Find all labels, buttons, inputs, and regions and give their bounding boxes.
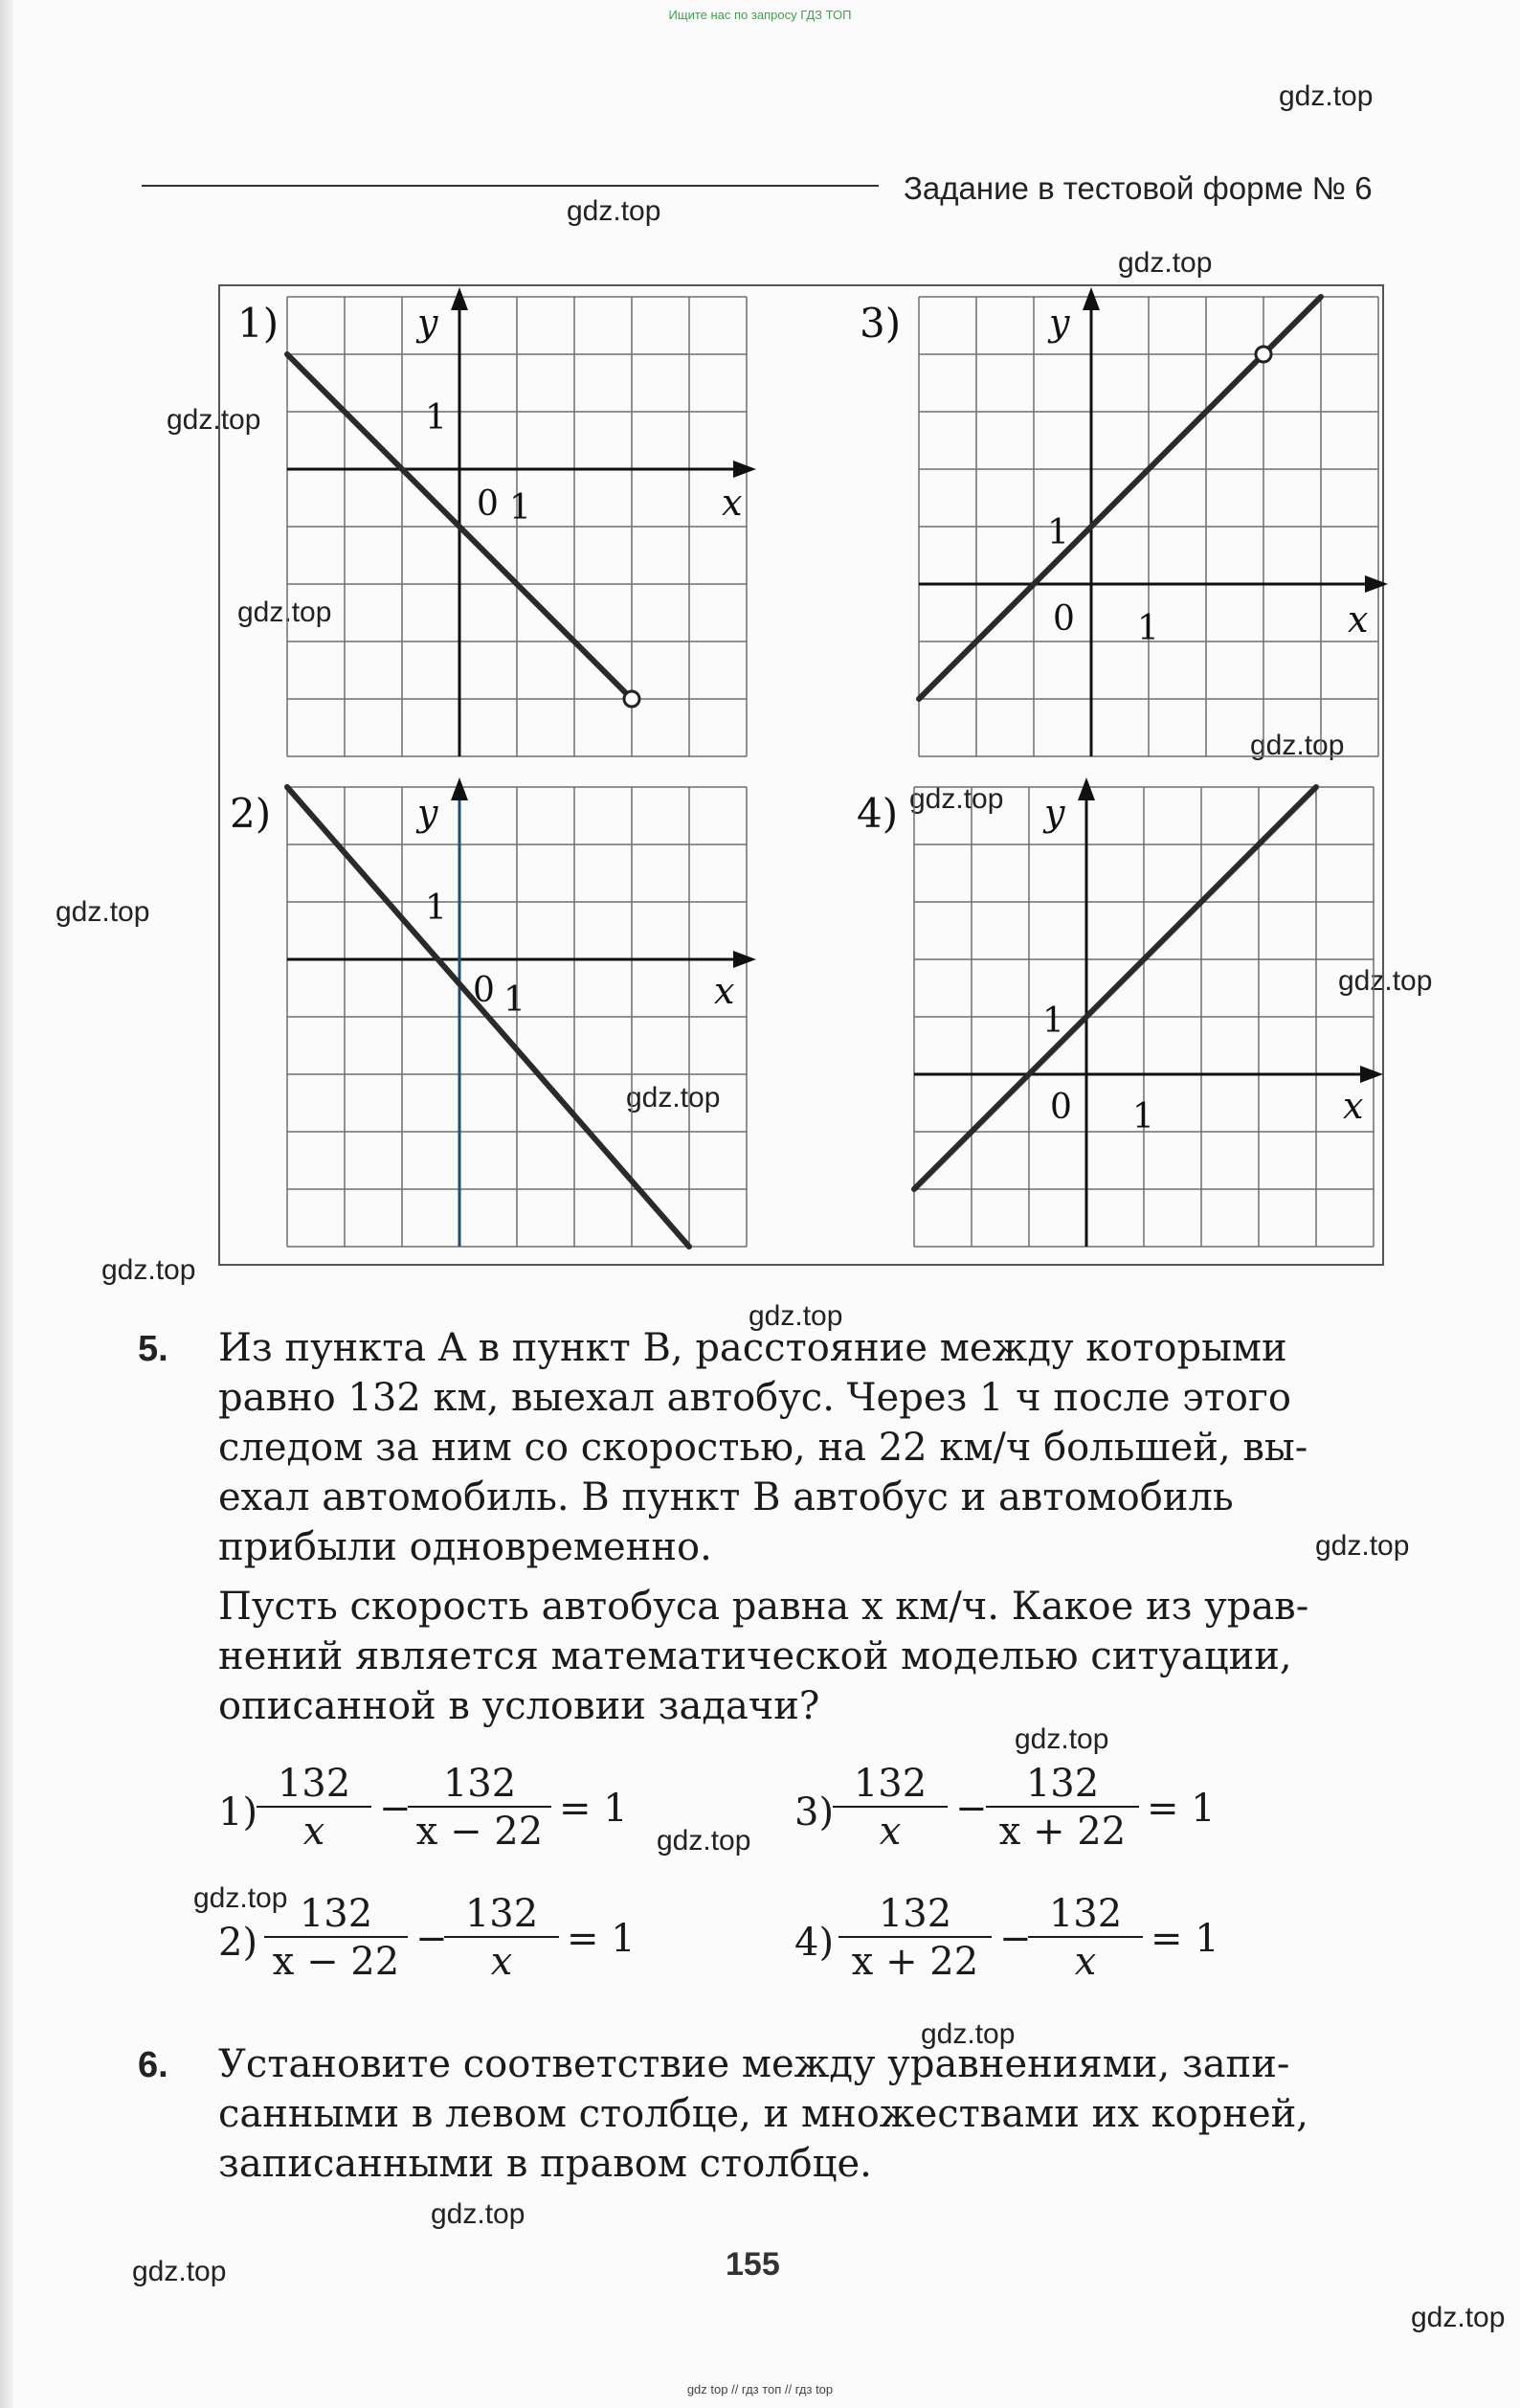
numerator: 132	[853, 1762, 928, 1806]
fraction-2	[408, 1762, 551, 1854]
numerator: 132	[464, 1892, 539, 1936]
minus-sign: −	[379, 1787, 412, 1831]
origin-label: 0	[1050, 1088, 1072, 1127]
fraction-2	[444, 1892, 559, 1984]
function-line	[914, 787, 1316, 1189]
watermark: gdz.top	[167, 404, 261, 436]
watermark: gdz.top	[1250, 730, 1345, 761]
origin-label: 0	[473, 971, 495, 1010]
task-text-line: равно 132 км, выехал автобус. Через 1 ч после этого	[218, 1376, 1291, 1420]
y-axis-label: y	[1049, 302, 1070, 344]
task-number: 6.	[138, 2045, 168, 2085]
fraction-2	[1028, 1892, 1143, 1984]
graph-label: 4)	[857, 790, 899, 837]
fraction-1	[838, 1892, 992, 1984]
denominator: x	[444, 1936, 559, 1984]
graph-4	[857, 787, 1374, 1247]
bottom-note: gdz top // гдз топ // гдз top	[686, 2382, 834, 2397]
watermark: gdz.top	[237, 596, 332, 628]
watermark: gdz.top	[431, 2198, 525, 2230]
x-axis-label: x	[714, 970, 735, 1012]
fraction-2	[986, 1762, 1139, 1854]
watermark: gdz.top	[1015, 1723, 1109, 1755]
task-text-line: следом за ним со скоростью, на 22 км/ч большей, вы-	[218, 1426, 1308, 1470]
watermark: gdz.top	[749, 1300, 843, 1332]
watermark: gdz.top	[193, 1882, 288, 1914]
denominator: x	[1028, 1936, 1143, 1984]
top-note: Ищите нас по запросу ГДЗ ТОП	[668, 8, 852, 22]
task-text-line: записанными в правом столбце.	[218, 2142, 872, 2186]
task-text-line: Пусть скорость автобуса равна x км/ч. Какое из урав-	[218, 1585, 1309, 1629]
task-number: 5.	[138, 1329, 168, 1369]
watermark: gdz.top	[1338, 965, 1433, 997]
task-text-line: нений является математической моделью ситуации,	[218, 1634, 1292, 1678]
x-axis-label: x	[1348, 598, 1369, 641]
graph-label: 2)	[230, 790, 272, 837]
fraction-1	[264, 1892, 408, 1984]
minus-sign: −	[415, 1917, 448, 1961]
watermark: gdz.top	[626, 1082, 721, 1114]
watermark: gdz.top	[132, 2256, 227, 2287]
x-axis-arrow	[1365, 575, 1388, 593]
option-label: 2)	[218, 1921, 258, 1965]
y-unit-label: 1	[1047, 513, 1069, 552]
task-text-line: санными в левом столбце, и множествами их корней,	[218, 2092, 1308, 2136]
equals-one: = 1	[559, 1787, 628, 1831]
numerator: 132	[299, 1892, 373, 1936]
option-label: 1)	[218, 1790, 258, 1834]
x-unit-label: 1	[509, 488, 531, 528]
y-unit-label: 1	[1042, 1001, 1064, 1041]
option-label: 3)	[794, 1790, 835, 1834]
task-text-line: Установите соответствие между уравнениями, запи-	[218, 2042, 1290, 2086]
minus-sign: −	[999, 1917, 1032, 1961]
equals-one: = 1	[567, 1917, 636, 1961]
graph-label: 3)	[860, 300, 902, 347]
watermark: gdz.top	[1411, 2302, 1506, 2333]
x-axis-label: x	[722, 482, 743, 524]
graph-2	[230, 787, 747, 1247]
x-axis-label: x	[1343, 1085, 1364, 1127]
denominator: x + 22	[986, 1806, 1139, 1854]
denominator: x	[257, 1806, 371, 1854]
numerator: 132	[277, 1762, 351, 1806]
y-axis-label: y	[1044, 792, 1065, 834]
watermark: gdz.top	[101, 1254, 196, 1286]
origin-label: 0	[1053, 599, 1075, 639]
graph-3	[860, 297, 1378, 756]
denominator: x − 22	[264, 1936, 408, 1984]
numerator: 132	[1025, 1762, 1100, 1806]
watermark: gdz.top	[1279, 80, 1374, 112]
denominator: x	[833, 1806, 948, 1854]
y-unit-label: 1	[425, 398, 447, 438]
fraction-1	[833, 1762, 948, 1854]
grid	[919, 297, 1378, 756]
open-point	[624, 691, 639, 707]
task-text-line: описанной в условии задачи?	[218, 1684, 820, 1728]
page-edge-shadow	[0, 0, 13, 2408]
watermark: gdz.top	[1118, 247, 1213, 279]
x-unit-label: 1	[503, 980, 525, 1020]
numerator: 132	[442, 1762, 517, 1806]
minus-sign: −	[955, 1787, 988, 1831]
header-rule	[142, 185, 879, 187]
x-unit-label: 1	[1132, 1097, 1154, 1136]
option-label: 4)	[794, 1921, 835, 1965]
numerator: 132	[878, 1892, 952, 1936]
grid	[914, 787, 1374, 1247]
watermark: gdz.top	[921, 2018, 1016, 2050]
y-axis-label: y	[417, 792, 438, 834]
open-point	[1256, 347, 1271, 362]
origin-label: 0	[477, 484, 499, 524]
watermark: gdz.top	[1315, 1530, 1410, 1562]
watermark: gdz.top	[56, 896, 150, 928]
equals-one: = 1	[1147, 1787, 1216, 1831]
equals-one: = 1	[1151, 1917, 1219, 1961]
denominator: x + 22	[838, 1936, 992, 1984]
section-title: Задание в тестовой форме № 6	[904, 170, 1373, 206]
task-text-line: Из пункта A в пункт B, расстояние между которыми	[218, 1326, 1287, 1370]
task-text-line: ехал автомобиль. В пункт B автобус и автомобиль	[218, 1475, 1234, 1519]
x-unit-label: 1	[1137, 609, 1159, 648]
watermark: gdz.top	[657, 1825, 751, 1857]
watermark: gdz.top	[567, 195, 661, 227]
y-axis-label: y	[417, 302, 438, 344]
graph-label: 1)	[237, 300, 279, 347]
page-number: 155	[726, 2246, 780, 2283]
watermark: gdz.top	[909, 783, 1004, 815]
fraction-1	[257, 1762, 371, 1854]
denominator: x − 22	[408, 1806, 551, 1854]
numerator: 132	[1048, 1892, 1123, 1936]
task-text-line: прибыли одновременно.	[218, 1525, 712, 1569]
y-unit-label: 1	[425, 889, 447, 928]
